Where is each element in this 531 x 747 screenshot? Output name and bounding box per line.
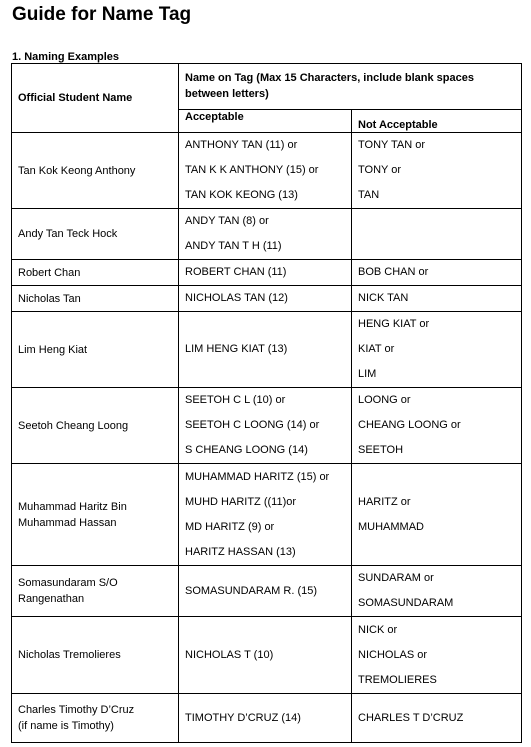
- acceptable-cell-line: SEETOH C LOONG (14) or: [185, 419, 320, 431]
- official-name-cell-line: Nicholas Tremolieres: [18, 649, 121, 661]
- acceptable-cell-line: SEETOH C L (10) or: [185, 394, 286, 406]
- not-acceptable-cell-line: NICHOLAS or: [358, 648, 428, 661]
- official-name-cell-line: Somasundaram S/O: [18, 577, 118, 589]
- official-name-cell: [12, 133, 179, 209]
- table-row: [12, 209, 522, 260]
- acceptable-cell: [179, 464, 352, 566]
- not-acceptable-cell-line: TAN: [358, 189, 380, 201]
- not-acceptable-cell-line: HARITZ or: [358, 495, 411, 508]
- official-name-cell: [12, 209, 179, 260]
- official-name-cell-line: Charles Timothy D’Cruz: [18, 704, 135, 716]
- official-name-cell-line: (if name is Timothy): [18, 720, 114, 732]
- acceptable-cell-line: MUHD HARITZ ((11)or: [185, 495, 297, 508]
- header-name-on-tag: Name on Tag (Max 15 Characters, include blank spaces between letters): [179, 64, 522, 110]
- acceptable-cell-line: MD HARITZ (9) or: [185, 520, 275, 533]
- acceptable-cell: [179, 133, 352, 209]
- official-name-cell-line: Andy Tan Teck Hock: [18, 228, 118, 240]
- not-acceptable-cell-line: SEETOH: [358, 444, 404, 456]
- official-name-cell: [12, 286, 179, 312]
- official-name-cell-line: Rangenathan: [18, 593, 85, 605]
- header-acceptable: Acceptable: [179, 109, 352, 132]
- not-acceptable-cell: [352, 464, 522, 566]
- official-name-cell: [12, 694, 179, 743]
- not-acceptable-cell-line: TREMOLIERES: [358, 673, 437, 686]
- acceptable-cell-line: ANDY TAN T H (11): [185, 240, 282, 252]
- table-row: [12, 464, 522, 566]
- acceptable-cell: [179, 286, 352, 312]
- table-row: [12, 312, 522, 388]
- not-acceptable-cell-line: HENG KIAT or: [358, 318, 430, 330]
- acceptable-cell-line: NICHOLAS T (10): [185, 648, 274, 661]
- not-acceptable-cell-line: SUNDARAM or: [358, 572, 434, 584]
- not-acceptable-cell: [352, 694, 522, 743]
- not-acceptable-cell: [352, 312, 522, 388]
- acceptable-cell-line: HARITZ HASSAN (13): [185, 545, 296, 558]
- table-row: [12, 286, 522, 312]
- acceptable-cell: [179, 617, 352, 694]
- not-acceptable-cell: [352, 617, 522, 694]
- acceptable-cell-line: ANTHONY TAN (11) or: [185, 139, 298, 151]
- acceptable-cell-line: NICHOLAS TAN (12): [185, 292, 288, 304]
- not-acceptable-cell-line: NICK TAN: [358, 292, 409, 304]
- official-name-cell: [12, 464, 179, 566]
- header-official-name: Official Student Name: [12, 64, 179, 133]
- table-row: [12, 617, 522, 694]
- not-acceptable-cell: [352, 286, 522, 312]
- not-acceptable-cell-line: SOMASUNDARAM: [358, 597, 454, 609]
- not-acceptable-cell-line: BOB CHAN or: [358, 266, 429, 278]
- acceptable-cell-line: LIM HENG KIAT (13): [185, 343, 288, 355]
- acceptable-cell: [179, 312, 352, 388]
- table-row: [12, 694, 522, 743]
- acceptable-cell-line: TIMOTHY D’CRUZ (14): [185, 711, 301, 724]
- acceptable-cell: [179, 566, 352, 617]
- not-acceptable-cell-line: MUHAMMAD: [358, 520, 424, 533]
- official-name-cell-line: Muhammad Haritz Bin: [18, 500, 127, 513]
- official-name-cell-line: Tan Kok Keong Anthony: [18, 164, 136, 177]
- acceptable-cell-line: TAN K K ANTHONY (15) or: [185, 164, 319, 176]
- acceptable-cell-line: TAN KOK KEONG (13): [185, 189, 298, 201]
- acceptable-cell-line: ROBERT CHAN (11): [185, 266, 287, 278]
- official-name-cell-line: Lim Heng Kiat: [18, 343, 88, 356]
- acceptable-cell-line: S CHEANG LOONG (14): [185, 444, 308, 456]
- official-name-cell-line: Muhammad Hassan: [18, 516, 117, 529]
- official-name-cell: [12, 312, 179, 388]
- table-row: [12, 260, 522, 286]
- not-acceptable-cell: [352, 388, 522, 464]
- official-name-cell-line: Nicholas Tan: [18, 292, 81, 305]
- not-acceptable-cell-line: KIAT or: [358, 343, 395, 355]
- official-name-cell-line: Robert Chan: [18, 266, 81, 279]
- acceptable-cell-line: SOMASUNDARAM R. (15): [185, 584, 318, 597]
- not-acceptable-cell: [352, 209, 522, 260]
- header-not-acceptable: Not Acceptable: [352, 109, 522, 132]
- not-acceptable-cell-line: NICK or: [358, 623, 398, 636]
- official-name-cell: [12, 617, 179, 694]
- not-acceptable-cell: [352, 566, 522, 617]
- acceptable-cell: [179, 388, 352, 464]
- acceptable-cell: [179, 209, 352, 260]
- naming-examples-table: [11, 63, 522, 743]
- table-header-row: [12, 64, 522, 110]
- official-name-cell: [12, 388, 179, 464]
- official-name-cell: [12, 260, 179, 286]
- not-acceptable-cell-line: LOONG or: [358, 394, 411, 406]
- page-title: Guide for Name Tag: [12, 4, 192, 25]
- not-acceptable-cell: [352, 260, 522, 286]
- not-acceptable-cell-line: CHARLES T D’CRUZ: [358, 711, 464, 724]
- table-row: [12, 566, 522, 617]
- acceptable-cell: [179, 694, 352, 743]
- official-name-cell: [12, 566, 179, 617]
- section-heading: 1. Naming Examples: [12, 51, 119, 63]
- not-acceptable-cell-line: CHEANG LOONG or: [358, 419, 461, 431]
- table-row: [12, 388, 522, 464]
- acceptable-cell-line: MUHAMMAD HARITZ (15) or: [185, 470, 330, 483]
- not-acceptable-cell-line: LIM: [358, 368, 377, 380]
- not-acceptable-cell: [352, 133, 522, 209]
- acceptable-cell: [179, 260, 352, 286]
- not-acceptable-cell-line: TONY or: [358, 164, 401, 176]
- table-row: [12, 133, 522, 209]
- official-name-cell-line: Seetoh Cheang Loong: [18, 419, 129, 432]
- acceptable-cell-line: ANDY TAN (8) or: [185, 215, 269, 227]
- not-acceptable-cell-line: TONY TAN or: [358, 139, 426, 151]
